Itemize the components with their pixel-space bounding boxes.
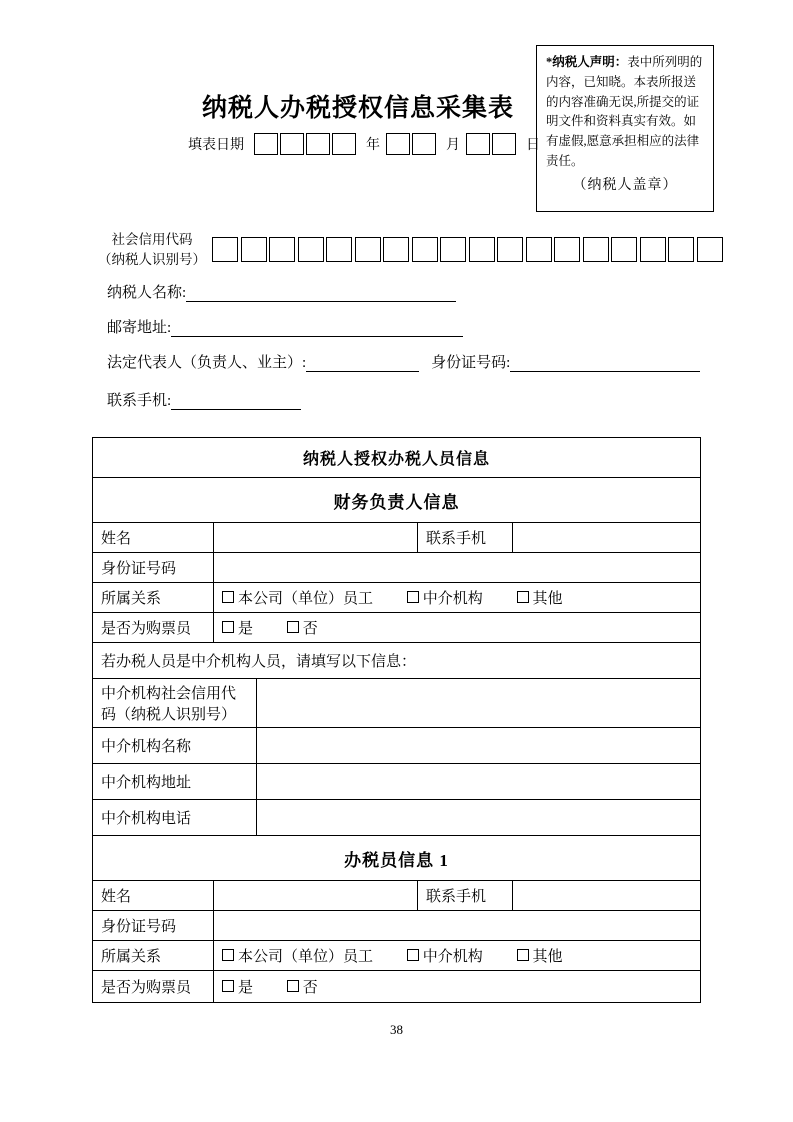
clerk1-phone-label: 联系手机: [418, 881, 513, 911]
date-day-digit-box[interactable]: [492, 133, 516, 155]
clerk1-id-input[interactable]: [214, 911, 701, 941]
clerk1-relation-agency-checkbox[interactable]: [407, 945, 483, 966]
agency-name-label: 中介机构名称: [93, 728, 257, 764]
credit-code-label: [98, 230, 206, 269]
finance-phone-label: 联系手机: [418, 523, 513, 553]
agency-address-label: 中介机构地址: [93, 764, 257, 800]
credit-code-digit-box[interactable]: [440, 237, 466, 262]
page-title: 纳税人办税授权信息采集表: [201, 94, 514, 122]
mail-address-label: 邮寄地址:: [107, 320, 172, 336]
year-suffix-label: 年: [366, 138, 380, 153]
date-month-digit-box[interactable]: [412, 133, 436, 155]
credit-code-digit-box[interactable]: [497, 237, 523, 262]
taxpayer-name-label: 纳税人名称:: [107, 285, 187, 301]
credit-code-digit-box[interactable]: [611, 237, 637, 262]
checkbox-icon: [517, 591, 529, 603]
mail-address-input[interactable]: [171, 320, 463, 337]
credit-code-digit-box[interactable]: [383, 237, 409, 262]
section-title-clerk1: 办税员信息 1: [93, 836, 701, 881]
agency-name-input[interactable]: [257, 728, 701, 764]
contact-phone-input[interactable]: [171, 393, 301, 410]
date-day-digit-box[interactable]: [466, 133, 490, 155]
clerk1-name-label: 姓名: [93, 881, 214, 911]
checkbox-icon: [287, 980, 299, 992]
credit-code-digit-box[interactable]: [212, 237, 238, 262]
checkbox-icon: [407, 591, 419, 603]
legal-rep-label: 法定代表人（负责人、业主）:: [107, 355, 307, 371]
date-year-digit-box[interactable]: [306, 133, 330, 155]
finance-name-input[interactable]: [214, 523, 418, 553]
finance-ticket-buyer-options: [214, 613, 701, 643]
clerk1-relation-company-checkbox[interactable]: [222, 945, 373, 966]
date-year-digit-box[interactable]: [280, 133, 304, 155]
agency-address-input[interactable]: [257, 764, 701, 800]
declaration-body: 表中所列明的内容，已知晓。本表所报送的内容准确无误,所提交的证明文件和资料真实有效。如有虚假,愿意承担相应的法律责任。: [546, 55, 703, 168]
finance-name-label: 姓名: [93, 523, 214, 553]
option-label: 是: [238, 979, 254, 996]
contact-phone-field: [107, 389, 301, 410]
checkbox-icon: [222, 621, 234, 633]
option-label: 本公司（单位）员工: [238, 948, 374, 965]
finance-relation-agency-checkbox[interactable]: [407, 587, 483, 608]
clerk1-ticket-buyer-yes-checkbox[interactable]: [222, 976, 253, 997]
option-label: 中介机构: [422, 948, 483, 965]
page-number: 38: [390, 1022, 403, 1037]
credit-code-digit-box[interactable]: [583, 237, 609, 262]
option-label: 其他: [532, 948, 563, 965]
fill-date-row: [188, 133, 546, 155]
credit-code-digit-box[interactable]: [668, 237, 694, 262]
authorization-table: [92, 437, 701, 1003]
option-label: 是: [238, 620, 254, 637]
finance-ticket-buyer-yes-checkbox[interactable]: [222, 617, 253, 638]
fill-date-label: 填表日期: [188, 138, 244, 153]
credit-code-digit-box[interactable]: [526, 237, 552, 262]
checkbox-icon: [517, 949, 529, 961]
taxpayer-name-field: [107, 281, 456, 302]
id-number-label: 身份证号码:: [431, 355, 511, 371]
finance-relation-label: 所属关系: [93, 583, 214, 613]
clerk1-name-input[interactable]: [214, 881, 418, 911]
agency-code-label-line1: 中介机构社会信用代: [101, 686, 237, 702]
clerk1-ticket-buyer-no-checkbox[interactable]: [287, 976, 318, 997]
credit-code-boxes: [212, 237, 725, 262]
clerk1-phone-input[interactable]: [513, 881, 701, 911]
credit-code-digit-box[interactable]: [412, 237, 438, 262]
credit-code-digit-box[interactable]: [326, 237, 352, 262]
checkbox-icon: [407, 949, 419, 961]
agency-phone-input[interactable]: [257, 800, 701, 836]
date-year-digit-box[interactable]: [332, 133, 356, 155]
agency-code-input[interactable]: [257, 679, 701, 728]
taxpayer-stamp-label: （纳税人盖章）: [572, 177, 678, 193]
credit-code-label-line2: （纳税人识别号）: [98, 251, 206, 267]
day-suffix-label: 日: [526, 138, 540, 153]
agency-note: 若办税人员是中介机构人员，请填写以下信息：: [93, 643, 701, 679]
finance-relation-options: [214, 583, 701, 613]
table-title: 纳税人授权办税人员信息: [93, 438, 701, 478]
section-title-finance: 财务负责人信息: [93, 478, 701, 523]
clerk1-id-label: 身份证号码: [93, 911, 214, 941]
clerk1-relation-other-checkbox[interactable]: [517, 945, 563, 966]
credit-code-row: [98, 230, 725, 269]
credit-code-digit-box[interactable]: [469, 237, 495, 262]
clerk1-ticket-buyer-options: [214, 971, 701, 1003]
finance-ticket-buyer-label: 是否为购票员: [93, 613, 214, 643]
option-label: 其他: [532, 590, 563, 607]
agency-code-label: [93, 679, 257, 728]
month-suffix-label: 月: [446, 138, 460, 153]
option-label: 否: [302, 620, 318, 637]
date-month-digit-box[interactable]: [386, 133, 410, 155]
option-label: 中介机构: [422, 590, 483, 607]
contact-phone-label: 联系手机:: [107, 393, 172, 409]
clerk1-relation-options: [214, 941, 701, 971]
credit-code-digit-box[interactable]: [554, 237, 580, 262]
mail-address-field: [107, 316, 463, 337]
credit-code-digit-box[interactable]: [269, 237, 295, 262]
credit-code-digit-box[interactable]: [697, 237, 723, 262]
option-label: 否: [302, 979, 318, 996]
legal-rep-field: [107, 351, 700, 372]
credit-code-digit-box[interactable]: [355, 237, 381, 262]
finance-relation-company-checkbox[interactable]: [222, 587, 373, 608]
taxpayer-declaration-box: [536, 45, 714, 212]
id-number-input[interactable]: [510, 355, 700, 372]
agency-phone-label: 中介机构电话: [93, 800, 257, 836]
finance-phone-input[interactable]: [513, 523, 701, 553]
finance-ticket-buyer-no-checkbox[interactable]: [287, 617, 318, 638]
legal-rep-input[interactable]: [306, 355, 419, 372]
credit-code-digit-box[interactable]: [640, 237, 666, 262]
credit-code-digit-box[interactable]: [298, 237, 324, 262]
credit-code-label-line1: 社会信用代码: [111, 232, 193, 247]
finance-relation-other-checkbox[interactable]: [517, 587, 563, 608]
finance-id-input[interactable]: [214, 553, 701, 583]
checkbox-icon: [222, 980, 234, 992]
taxpayer-name-input[interactable]: [186, 285, 456, 302]
declaration-lead: *纳税人声明：: [546, 55, 628, 69]
credit-code-digit-box[interactable]: [241, 237, 267, 262]
checkbox-icon: [222, 949, 234, 961]
checkbox-icon: [287, 621, 299, 633]
clerk1-relation-label: 所属关系: [93, 941, 214, 971]
clerk1-ticket-buyer-label: 是否为购票员: [93, 971, 214, 1003]
checkbox-icon: [222, 591, 234, 603]
option-label: 本公司（单位）员工: [238, 590, 374, 607]
agency-code-label-line2: 码（纳税人识别号）: [101, 707, 237, 723]
finance-id-label: 身份证号码: [93, 553, 214, 583]
date-year-digit-box[interactable]: [254, 133, 278, 155]
